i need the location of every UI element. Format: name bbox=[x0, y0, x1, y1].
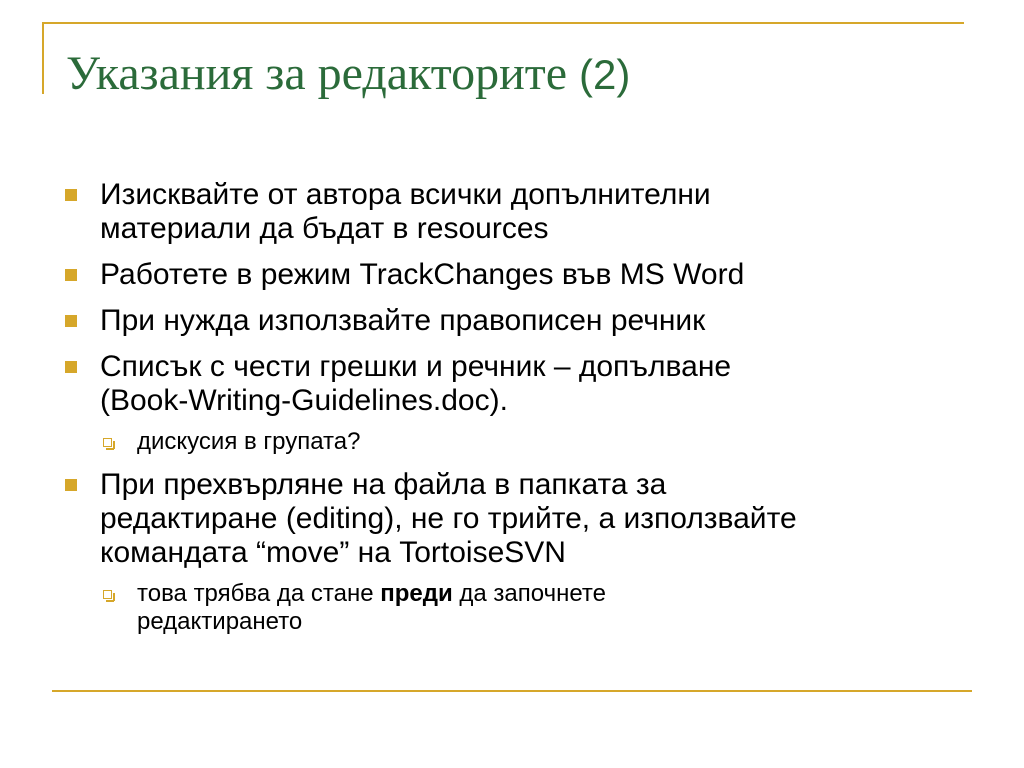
bullet-item bbox=[56, 178, 976, 246]
sub-bullet-item bbox=[56, 428, 976, 456]
bullet-text-line: редактиране (editing), не го трийте, а използвайте bbox=[100, 502, 797, 535]
bullet-item bbox=[56, 304, 976, 338]
left-border-line bbox=[42, 22, 44, 94]
bullet-text-line: материали да бъдат в resources bbox=[100, 212, 549, 245]
top-border-line bbox=[42, 22, 964, 24]
square-bullet-icon bbox=[65, 315, 77, 327]
square-bullet-icon bbox=[65, 189, 77, 201]
sub-bullet-text-line bbox=[137, 580, 976, 608]
sub-bullet-item bbox=[56, 580, 976, 636]
sub-bullet-text-bold: преди bbox=[380, 580, 453, 607]
bullet-text-line: Изисквайте от автора всички допълнителни bbox=[100, 178, 711, 211]
bullet-text-line: Работете в режим TrackChanges във MS Word bbox=[100, 258, 745, 291]
slide-title-text: Указания за редакторите bbox=[66, 47, 568, 100]
hollow-square-bullet-icon bbox=[103, 590, 112, 599]
bullet-item bbox=[56, 258, 976, 292]
bullet-text-line: При нужда използвайте правописен речник bbox=[100, 304, 706, 337]
bottom-border-line bbox=[52, 690, 972, 692]
square-bullet-icon bbox=[65, 361, 77, 373]
slide-title bbox=[66, 42, 630, 107]
bullet-text-line: командата “move” на TortoiseSVN bbox=[100, 536, 566, 569]
bullet-text-line: Списък с чести грешки и речник – допълване bbox=[100, 350, 732, 383]
hollow-square-bullet-icon bbox=[103, 438, 112, 447]
slide-title-number: (2) bbox=[579, 51, 631, 98]
bullet-item bbox=[56, 350, 976, 418]
sub-bullet-text-line: дискусия в групата? bbox=[137, 428, 361, 455]
bullet-text-line: (Book-Writing-Guidelines.doc). bbox=[100, 384, 508, 417]
square-bullet-icon bbox=[65, 269, 77, 281]
sub-bullet-text-after: да започнете bbox=[452, 580, 606, 607]
bullet-list bbox=[56, 178, 976, 648]
bullet-text-line: При прехвърляне на файла в папката за bbox=[100, 468, 667, 501]
sub-bullet-text-line: редактирането bbox=[137, 608, 303, 635]
square-bullet-icon bbox=[65, 479, 77, 491]
bullet-item bbox=[56, 468, 976, 570]
sub-bullet-text-before: това трябва да стане bbox=[137, 580, 381, 607]
